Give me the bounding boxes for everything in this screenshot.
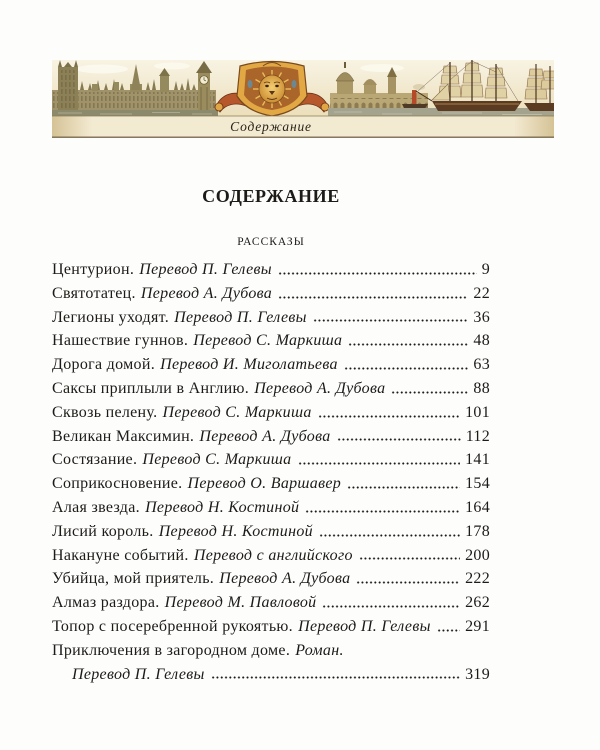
toc-entry (52, 353, 490, 377)
dot-leader (211, 676, 460, 679)
story-title: Приключения в загородном доме. (52, 641, 291, 659)
dot-leader (278, 296, 468, 299)
story-title: Саксы приплыли в Англию. (52, 379, 250, 397)
page-number: 164 (465, 498, 490, 516)
story-title: Убийца, мой приятель. (52, 570, 215, 588)
toc-entry (52, 258, 490, 282)
toc-entry (52, 496, 490, 520)
dot-leader (348, 343, 468, 346)
story-title: Сквозь пелену. (52, 403, 158, 421)
story-title: Соприкосновение. (52, 475, 183, 493)
dot-leader (305, 510, 460, 513)
page-number: 36 (473, 308, 490, 326)
translator-credit: Перевод П. Гелевы (139, 261, 272, 278)
story-title: Великан Максимин. (52, 427, 195, 445)
dot-leader (391, 391, 468, 394)
page-number: 101 (465, 403, 490, 421)
translator-credit: Перевод С. Маркиша (142, 451, 292, 469)
toc-entry (52, 591, 490, 615)
toc-entry (52, 282, 490, 306)
toc-entry (52, 520, 490, 544)
translator-credit: Перевод П. Гелевы (174, 308, 307, 326)
story-title: Центурион. (52, 261, 135, 278)
toc-entry (52, 306, 490, 330)
translator-credit: Перевод А. Дубова (199, 427, 331, 445)
page-number: 22 (473, 284, 490, 302)
genre-note: Роман. (295, 641, 344, 659)
toc-entry (52, 615, 490, 639)
translator-credit: Перевод П. Гелевы (298, 617, 431, 635)
page-number: 112 (465, 427, 490, 445)
translator-credit: Перевод И. Миголатьева (160, 356, 338, 374)
translator-credit: Перевод А. Дубова (254, 379, 386, 397)
toc-entry (52, 329, 490, 353)
page-number: 200 (465, 546, 490, 564)
translator-credit: Перевод Н. Костиной (158, 522, 313, 540)
victoria-tower (58, 60, 78, 112)
dot-leader (278, 272, 477, 275)
lion-face (259, 75, 285, 103)
section-title: РАССКАЗЫ (237, 236, 305, 248)
translator-credit: Перевод С. Маркиша (193, 332, 343, 350)
translator-credit: Перевод А. Дубова (219, 570, 351, 588)
page-number: 178 (465, 522, 490, 540)
table-of-contents (52, 258, 490, 686)
running-title: Содержание (230, 119, 312, 134)
page-number: 154 (465, 475, 490, 493)
dot-leader (298, 462, 461, 465)
translator-credit: Перевод М. Павловой (164, 594, 317, 612)
dot-leader (318, 415, 460, 418)
toc-entry (52, 377, 490, 401)
story-title: Состязание. (52, 451, 138, 469)
translator-credit: Перевод П. Гелевы (72, 665, 205, 683)
page-number: 262 (465, 594, 490, 612)
translator-credit: Перевод А. Дубова (140, 284, 273, 302)
toc-entry (52, 448, 490, 472)
dot-leader (319, 534, 460, 537)
translator-credit: Перевод О. Варшавер (187, 475, 342, 493)
translator-credit: Перевод С. Маркиша (162, 403, 312, 421)
dot-leader (437, 629, 460, 632)
story-title: Алмаз раздора. (52, 594, 160, 612)
translator-credit: Перевод Н. Костиной (145, 498, 300, 516)
page-number: 48 (473, 332, 490, 350)
translator-credit: Перевод с английского (193, 546, 353, 564)
page-number: 9 (481, 261, 490, 278)
story-title: Накануне событий. (52, 546, 189, 564)
toc-entry (52, 401, 490, 425)
dot-leader (337, 438, 461, 441)
dot-leader (347, 486, 460, 489)
toc-entry (52, 544, 490, 568)
toc-entry (52, 472, 490, 496)
page-number: 291 (465, 617, 490, 635)
story-title: Нашествие гуннов. (52, 332, 189, 350)
toc-entry-line (52, 639, 490, 663)
story-title: Святотатец. (52, 284, 136, 302)
story-title: Дорога домой. (52, 356, 156, 374)
dot-leader (344, 367, 469, 370)
story-title: Топор с посеребренной рукоятью. (52, 617, 293, 635)
story-title: Лисий король. (52, 522, 154, 540)
toc-entry (52, 425, 490, 449)
dot-leader (322, 605, 460, 608)
toc-entry-novel (52, 639, 490, 687)
page-number: 222 (465, 570, 490, 588)
page-title: СОДЕРЖАНИЕ (202, 186, 340, 206)
toc-entry-line (52, 663, 490, 687)
page-number: 88 (473, 379, 490, 397)
dot-leader (359, 557, 460, 560)
dot-leader (356, 581, 460, 584)
page-number: 63 (473, 356, 490, 374)
dot-leader (313, 319, 469, 322)
page-number: 319 (465, 665, 490, 683)
page-number: 141 (465, 451, 490, 469)
story-title: Алая звезда. (52, 498, 140, 516)
story-title: Легионы уходят. (52, 308, 169, 326)
toc-entry (52, 567, 490, 591)
